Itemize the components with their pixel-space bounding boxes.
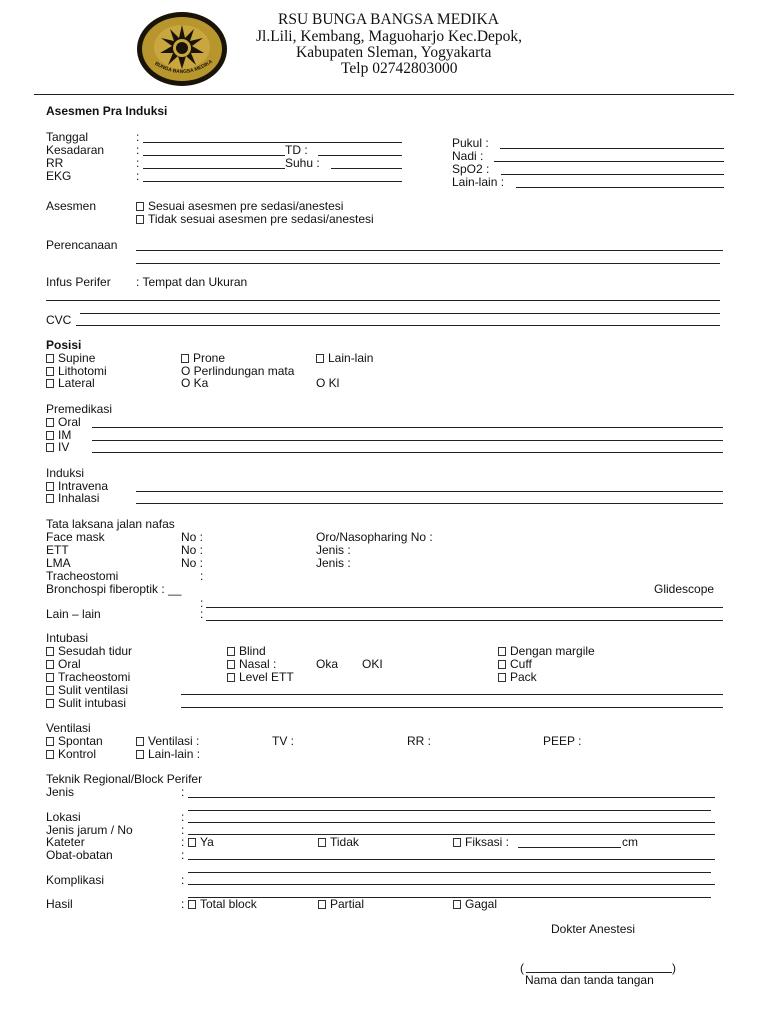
label-asesmen: Asesmen: [46, 199, 97, 213]
field-perencanaan-1[interactable]: [136, 250, 723, 251]
field-induksi-intravena[interactable]: [136, 491, 723, 492]
field-komplikasi[interactable]: [188, 884, 715, 885]
lma-jenis: Jenis :: [316, 556, 351, 570]
field-obat[interactable]: [188, 859, 715, 860]
option-label: Partial: [330, 897, 365, 911]
checkbox-icon: [188, 900, 196, 909]
label-tracheostomi: Tracheostomi: [46, 569, 119, 583]
label-spo2: SpO2 :: [452, 162, 490, 176]
checkbox-icon: [498, 660, 506, 669]
label-td: TD :: [285, 143, 308, 157]
checkbox-icon: [181, 354, 189, 363]
option-label: Gagal: [465, 897, 498, 911]
label-lainlain: Lain-lain :: [452, 175, 505, 189]
posisi-perlindungan-mata[interactable]: O Perlindungan mata: [181, 364, 295, 378]
colon: :: [136, 156, 140, 170]
face-mask-no: No :: [181, 530, 204, 544]
field-perencanaan-2[interactable]: [136, 263, 720, 264]
option-label: Sesuai asesmen pre sedasi/anestesi: [148, 199, 344, 213]
option-label: Tidak sesuai asesmen pre sedasi/anestesi: [148, 212, 374, 226]
field-jenis[interactable]: [188, 797, 715, 798]
nasal-oka[interactable]: Oka: [316, 657, 339, 671]
checkbox-icon: [136, 750, 144, 759]
colon: :: [200, 596, 204, 610]
label-jenis-jarum: Jenis jarum / No: [46, 823, 133, 837]
label-nadi: Nadi :: [452, 149, 484, 163]
fiksasi-unit: cm: [622, 835, 638, 849]
field-rr[interactable]: [143, 168, 285, 169]
label-rr: RR: [46, 156, 64, 170]
checkbox-icon: [136, 202, 144, 211]
nasal-oki[interactable]: OKI: [362, 657, 383, 671]
colon: :: [200, 607, 204, 621]
option-label: Spontan: [58, 734, 103, 748]
hospital-name: RSU BUNGA BANGSA MEDIKA: [278, 11, 499, 28]
option-label: Lain-lain :: [148, 747, 201, 761]
label-lokasi: Lokasi: [46, 810, 81, 824]
label-hasil: Hasil: [46, 897, 73, 911]
option-label: Pack: [510, 670, 537, 684]
label-peep: PEEP :: [543, 734, 582, 748]
colon: :: [181, 810, 185, 824]
kateter-ya[interactable]: [188, 836, 214, 849]
option-label: Prone: [193, 351, 226, 365]
field-lokasi[interactable]: [188, 822, 715, 823]
option-label: Lain-lain: [328, 351, 374, 365]
option-label: Cuff: [510, 657, 532, 671]
colon: :: [181, 848, 185, 862]
field-sulit-ventilasi[interactable]: [181, 694, 723, 695]
header-divider: [34, 94, 734, 95]
colon: :: [200, 569, 204, 583]
ett-no: No :: [181, 543, 204, 557]
posisi-title: Posisi: [46, 338, 82, 352]
field-obat-2[interactable]: [188, 872, 711, 873]
checkbox-icon: [498, 647, 506, 656]
option-label: Sesudah tidur: [58, 644, 133, 658]
logo-text: BUNGA BANGSA MEDIKA: [153, 58, 214, 76]
option-label: Sulit intubasi: [58, 696, 127, 710]
option-label: Tracheostomi: [58, 670, 131, 684]
ventilasi-lainlain[interactable]: [136, 748, 200, 761]
label-tanggal: Tanggal: [46, 130, 89, 144]
intubasi-level-ett[interactable]: [227, 671, 294, 684]
option-label: Sulit ventilasi: [58, 683, 129, 697]
field-sulit-intubasi[interactable]: [181, 707, 723, 708]
field-ekg[interactable]: [143, 181, 402, 182]
field-spo2[interactable]: [501, 174, 724, 175]
label-suhu: Suhu :: [285, 156, 320, 170]
induksi-title: Induksi: [46, 466, 85, 480]
lma-no: No :: [181, 556, 204, 570]
posisi-lateral[interactable]: [46, 377, 95, 390]
checkbox-icon: [46, 482, 54, 491]
signature-caption: Nama dan tanda tangan: [525, 973, 654, 987]
label-lain-lain: Lain – lain: [46, 607, 101, 621]
premedikasi-iv[interactable]: [46, 441, 69, 454]
label-ekg: EKG: [46, 169, 72, 183]
colon: :: [136, 143, 140, 157]
colon: :: [181, 823, 185, 837]
option-label: Ventilasi :: [148, 734, 200, 748]
option-label: Intravena: [58, 479, 109, 493]
checkbox-icon: [46, 647, 54, 656]
label-kesadaran: Kesadaran: [46, 143, 105, 157]
hasil-gagal[interactable]: [453, 898, 497, 911]
option-label: IV: [58, 440, 70, 454]
induksi-inhalasi[interactable]: [46, 492, 99, 505]
posisi-lainlain[interactable]: [316, 352, 373, 365]
colon: :: [181, 835, 185, 849]
field-jenis-2[interactable]: [188, 810, 711, 811]
option-label: Tidak: [330, 835, 359, 849]
field-infus-2[interactable]: [80, 313, 720, 314]
option-label: IM: [58, 428, 72, 442]
field-premedikasi-im[interactable]: [92, 440, 723, 441]
infus-value: : Tempat dan Ukuran: [136, 275, 248, 289]
field-fiksasi[interactable]: [518, 847, 621, 848]
label-infus: Infus Perifer: [46, 275, 111, 289]
option-label: Total block: [200, 897, 257, 911]
option-label: Ya: [200, 835, 214, 849]
field-kesadaran[interactable]: [143, 155, 285, 156]
checkbox-icon: [46, 750, 54, 759]
field-tanggal[interactable]: [143, 142, 402, 143]
checkbox-icon: [136, 215, 144, 224]
option-label: Oral: [58, 657, 81, 671]
signature-open-paren: (: [520, 961, 524, 975]
intubasi-sulit-intubasi[interactable]: [46, 697, 126, 710]
jalan-nafas-title: Tata laksana jalan nafas: [46, 517, 175, 531]
label-oro-nasopharing: Oro/Nasopharing No :: [316, 530, 433, 544]
colon: :: [181, 897, 185, 911]
glidescope-option[interactable]: Glidescope: [654, 582, 715, 596]
phone: Telp 02742803000: [341, 60, 458, 77]
field-cvc[interactable]: [76, 325, 720, 326]
label-pukul: Pukul :: [452, 136, 489, 150]
option-label: Lithotomi: [58, 364, 107, 378]
checkbox-icon: [227, 660, 235, 669]
option-label: Blind: [239, 644, 266, 658]
label-bronchospi: Bronchospi fiberoptik : __: [46, 582, 182, 596]
label-ventilasi-rr: RR :: [407, 734, 431, 748]
premedikasi-title: Premedikasi: [46, 402, 113, 416]
checkbox-icon: [46, 737, 54, 746]
ventilasi-title: Ventilasi: [46, 721, 91, 735]
label-face-mask: Face mask: [46, 530, 105, 544]
option-label: Fiksasi :: [465, 835, 510, 849]
field-lainlain[interactable]: [516, 187, 724, 188]
checkbox-icon: [46, 660, 54, 669]
checkbox-icon: [46, 699, 54, 708]
checkbox-icon: [136, 737, 144, 746]
intubasi-title: Intubasi: [46, 631, 89, 645]
checkbox-icon: [318, 838, 326, 847]
field-suhu[interactable]: [331, 168, 402, 169]
kateter-fiksasi[interactable]: [453, 836, 509, 849]
asesmen-option-tidak[interactable]: [136, 213, 374, 226]
checkbox-icon: [46, 443, 54, 452]
checkbox-icon: [46, 494, 54, 503]
signature-close-paren: ): [672, 961, 676, 975]
checkbox-icon: [318, 900, 326, 909]
posisi-ka[interactable]: O Ka: [181, 376, 209, 390]
field-nadi[interactable]: [494, 161, 724, 162]
option-label: Dengan margile: [510, 644, 595, 658]
label-kateter: Kateter: [46, 835, 85, 849]
intubasi-pack[interactable]: [498, 671, 537, 684]
option-label: Lateral: [58, 376, 95, 390]
checkbox-icon: [316, 354, 324, 363]
field-premedikasi-oral[interactable]: [92, 427, 723, 428]
label-ett: ETT: [46, 543, 69, 557]
label-jenis: Jenis: [46, 785, 75, 799]
checkbox-icon: [46, 418, 54, 427]
signature-title: Dokter Anestesi: [551, 922, 636, 936]
kateter-tidak[interactable]: [318, 836, 359, 849]
form-title: Asesmen Pra Induksi: [46, 104, 168, 118]
field-lain-lain[interactable]: [206, 620, 723, 621]
colon: :: [136, 130, 140, 144]
option-label: Nasal :: [239, 657, 277, 671]
label-tv: TV :: [272, 734, 295, 748]
field-infus-1[interactable]: [46, 300, 720, 301]
checkbox-icon: [227, 647, 235, 656]
label-cvc: CVC: [46, 313, 72, 327]
field-td[interactable]: [318, 155, 402, 156]
colon: :: [136, 169, 140, 183]
address-line-1: Jl.Lili, Kembang, Maguoharjo Kec.Depok,: [256, 28, 523, 45]
hasil-partial[interactable]: [318, 898, 364, 911]
label-lma: LMA: [46, 556, 71, 570]
address-line-2: Kabupaten Sleman, Yogyakarta: [296, 44, 492, 61]
label-komplikasi: Komplikasi: [46, 873, 105, 887]
checkbox-icon: [188, 838, 196, 847]
hospital-logo: [136, 11, 228, 87]
option-label: Kontrol: [58, 747, 97, 761]
checkbox-icon: [46, 431, 54, 440]
checkbox-icon: [46, 673, 54, 682]
field-induksi-inhalasi[interactable]: [136, 503, 723, 504]
colon: :: [181, 873, 185, 887]
checkbox-icon: [227, 673, 235, 682]
checkbox-icon: [498, 673, 506, 682]
option-label: Supine: [58, 351, 96, 365]
field-komplikasi-2[interactable]: [188, 897, 711, 898]
ett-jenis: Jenis :: [316, 543, 351, 557]
posisi-ki[interactable]: O Kl: [316, 376, 340, 390]
ventilasi-kontrol[interactable]: [46, 748, 96, 761]
field-bronchospi[interactable]: [206, 607, 723, 608]
checkbox-icon: [46, 367, 54, 376]
label-perencanaan: Perencanaan: [46, 238, 118, 252]
label-obat: Obat-obatan: [46, 848, 113, 862]
checkbox-icon: [46, 354, 54, 363]
hasil-total-block[interactable]: [188, 898, 257, 911]
checkbox-icon: [453, 838, 461, 847]
option-label: Oral: [58, 415, 81, 429]
regional-title: Teknik Regional/Block Perifer: [46, 772, 203, 786]
option-label: Level ETT: [239, 670, 294, 684]
checkbox-icon: [46, 379, 54, 388]
checkbox-icon: [453, 900, 461, 909]
checkbox-icon: [46, 686, 54, 695]
field-pukul[interactable]: [500, 148, 724, 149]
option-label: Inhalasi: [58, 491, 100, 505]
colon: :: [181, 785, 185, 799]
field-premedikasi-iv[interactable]: [92, 452, 723, 453]
